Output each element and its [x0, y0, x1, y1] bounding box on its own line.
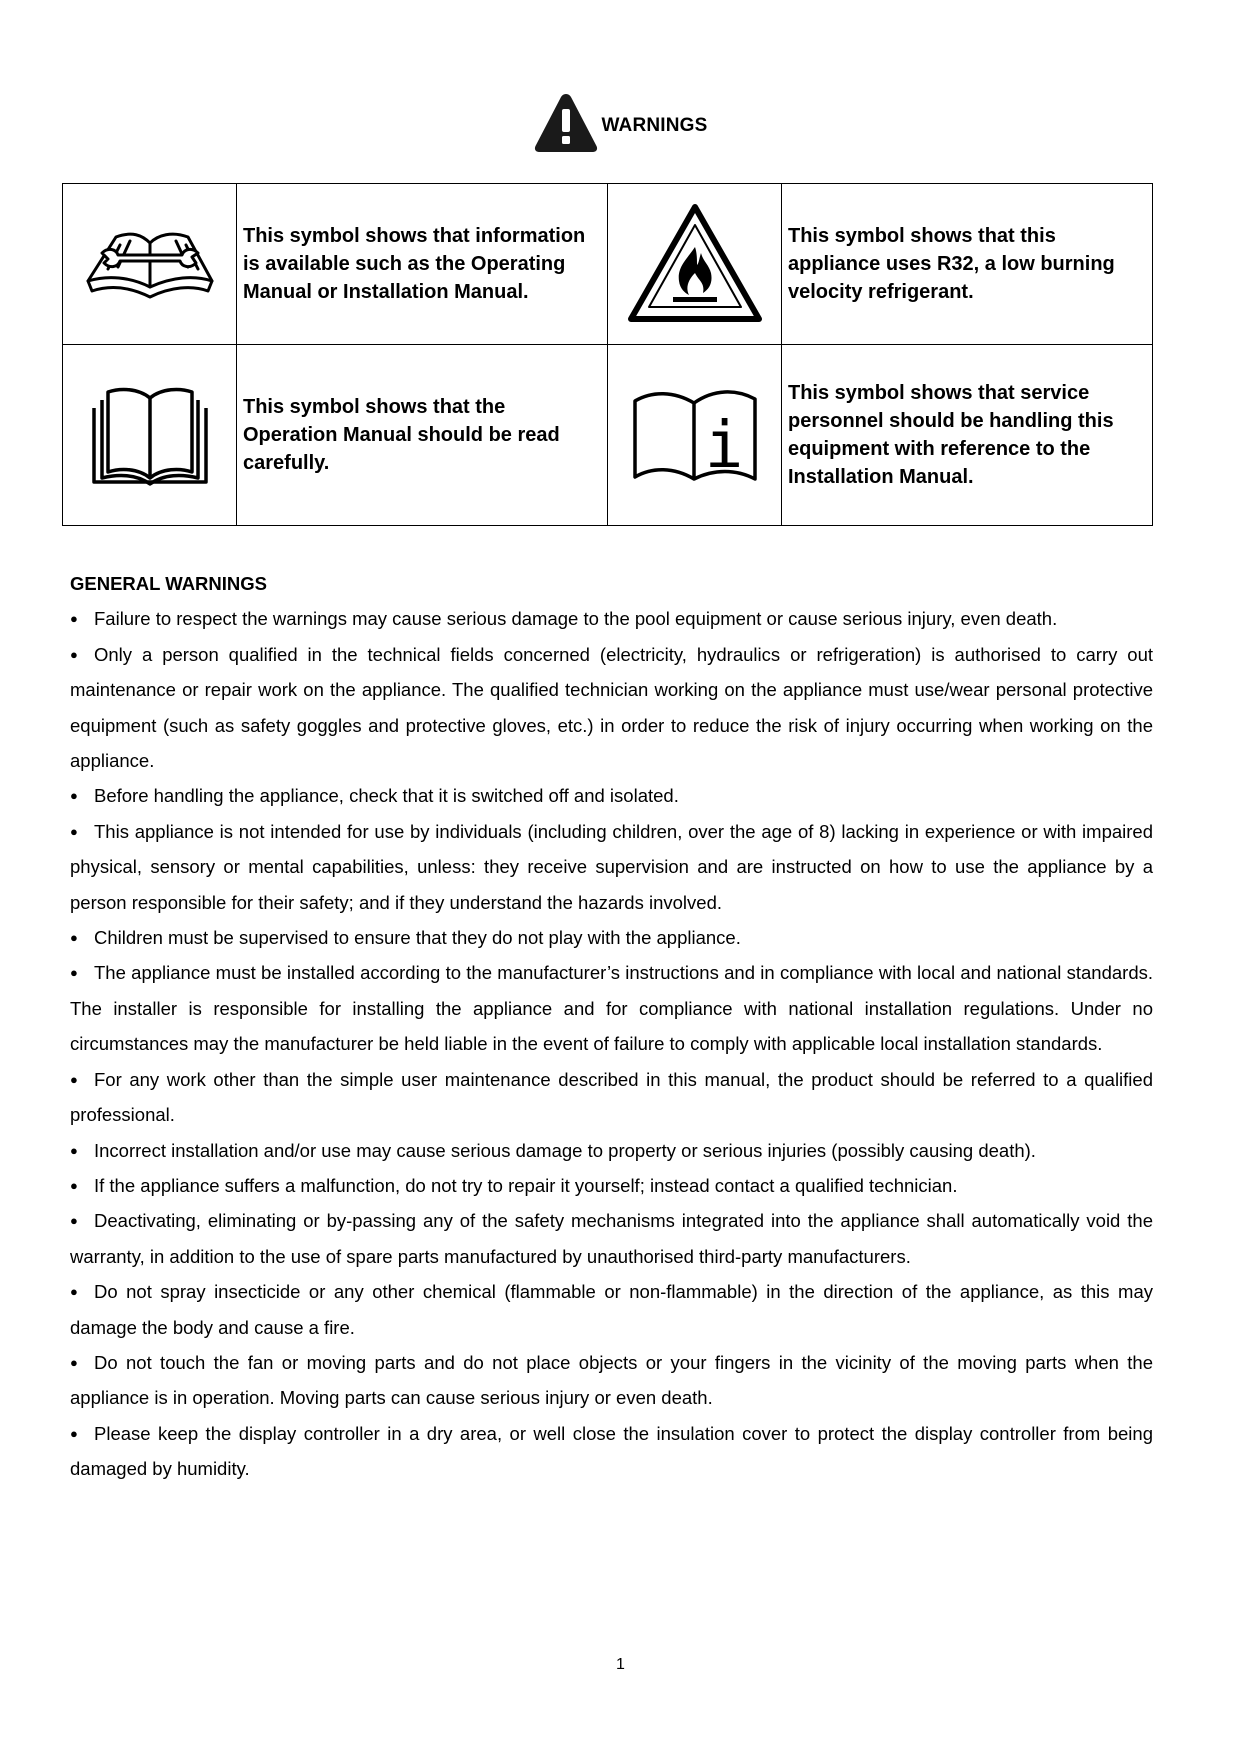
general-warnings-section: [70, 566, 1153, 1487]
warning-item: [70, 1274, 1153, 1345]
warning-text: Failure to respect the warnings may cause serious damage to the pool equipment or cause serious injury, even death.: [94, 608, 1058, 630]
warning-item: [70, 1203, 1153, 1274]
symbols-row: [63, 345, 1153, 526]
warning-text: Deactivating, eliminating or by-passing any of the safety mechanisms integrated into the appliance shall automatically void the warranty, in addition to the use of spare parts manufactured by unauthorised third-party manufacturers.: [70, 1210, 1153, 1267]
warning-item: [70, 1168, 1153, 1203]
symbol-icon-cell: [608, 345, 782, 526]
page-title: WARNINGS: [601, 115, 708, 136]
bullet-icon: ●: [70, 788, 78, 804]
bullet-icon: ●: [70, 965, 78, 981]
warning-item: [70, 814, 1153, 920]
warning-item: [70, 920, 1153, 955]
bullet-icon: ●: [70, 1177, 78, 1193]
open-book-icon: [90, 382, 210, 488]
warning-item: [70, 1345, 1153, 1416]
warning-text: Before handling the appliance, check that it is switched off and isolated.: [94, 785, 679, 807]
warning-text: Incorrect installation and/or use may cause serious damage to property or serious injuries (possibly causing death).: [94, 1139, 1036, 1161]
warning-text: If the appliance suffers a malfunction, do not try to repair it yourself; instead contact a qualified technician.: [94, 1174, 958, 1196]
bullet-icon: ●: [70, 823, 78, 839]
symbol-description: This symbol shows that service personnel should be handling this equipment with reference to the Installation Manual.: [782, 345, 1153, 526]
page-title-row: [0, 88, 1241, 158]
bullet-icon: ●: [70, 646, 78, 662]
warning-item: [70, 778, 1153, 813]
bullet-icon: ●: [70, 1354, 78, 1370]
warning-text: The appliance must be installed according to the manufacturer’s instructions and in compliance with local and national standards. The installer is responsible for installing the appliance and for compliance with national installation regulations. Under no circumstances may the manufacturer be held liable in the event of failure to comply with applicable local installation standards.: [70, 962, 1153, 1055]
general-warnings-heading: GENERAL WARNINGS: [70, 573, 268, 594]
warning-text: Do not spray insecticide or any other chemical (flammable or non-flammable) in the direction of the appliance, as this may damage the body and cause a fire.: [70, 1281, 1153, 1338]
bullet-icon: ●: [70, 1213, 78, 1229]
warning-item: [70, 637, 1153, 779]
svg-text:i: i: [704, 409, 743, 483]
page-number: 1: [616, 1656, 625, 1673]
symbol-icon-cell: [63, 184, 237, 345]
symbol-description: This symbol shows that the Operation Manual should be read carefully.: [237, 345, 608, 526]
symbol-icon-cell: [608, 184, 782, 345]
symbol-description: This symbol shows that this appliance uses R32, a low burning velocity refrigerant.: [782, 184, 1153, 345]
warnings-list: [70, 601, 1153, 1486]
warning-item: [70, 601, 1153, 636]
flammable-warning-icon: [625, 201, 765, 327]
warning-item: [70, 1133, 1153, 1168]
warning-item: [70, 1416, 1153, 1487]
symbols-table: [62, 183, 1153, 526]
bullet-icon: ●: [70, 1284, 78, 1300]
warning-text: Children must be supervised to ensure that they do not play with the appliance.: [94, 927, 741, 949]
warning-triangle-icon: [533, 91, 599, 155]
bullet-icon: ●: [70, 930, 78, 946]
bullet-icon: ●: [70, 1142, 78, 1158]
symbol-icon-cell: [63, 345, 237, 526]
warning-text: For any work other than the simple user maintenance described in this manual, the product should be referred to a qualified professional.: [70, 1068, 1153, 1126]
symbols-row: [63, 184, 1153, 345]
symbol-description: This symbol shows that information is available such as the Operating Manual or Installation Manual.: [237, 184, 608, 345]
warning-text: Please keep the display controller in a dry area, or well close the insulation cover to protect the display controller from being damaged by humidity.: [70, 1422, 1153, 1480]
warning-item: [70, 1062, 1153, 1133]
warning-item: [70, 955, 1153, 1061]
info-manual-icon: [630, 383, 760, 487]
warning-text: Only a person qualified in the technical fields concerned (electricity, hydraulics or refrigeration) is authorised to carry out maintenance or repair work on the appliance. The qualified technician working on the appliance must use/wear personal protective equipment (such as safety goggles and protective gloves, etc.) in order to reduce the risk of injury occurring when working on the appliance.: [70, 643, 1153, 772]
warning-text: Do not touch the fan or moving parts and do not place objects or your fingers in the vicinity of the moving parts when the appliance is in operation. Moving parts can cause serious injury or even death.: [70, 1351, 1153, 1409]
bullet-icon: ●: [70, 1071, 78, 1087]
warning-text: This appliance is not intended for use by individuals (including children, over the age of 8) lacking in experience or with impaired physical, sensory or mental capabilities, unless: they receive supervision and are instructed on how to use the appliance by a person responsible for their safety; and if they understand the hazards involved.: [70, 820, 1153, 913]
bullet-icon: ●: [70, 611, 78, 627]
manual-wrench-icon: [80, 219, 220, 309]
bullet-icon: ●: [70, 1425, 78, 1441]
